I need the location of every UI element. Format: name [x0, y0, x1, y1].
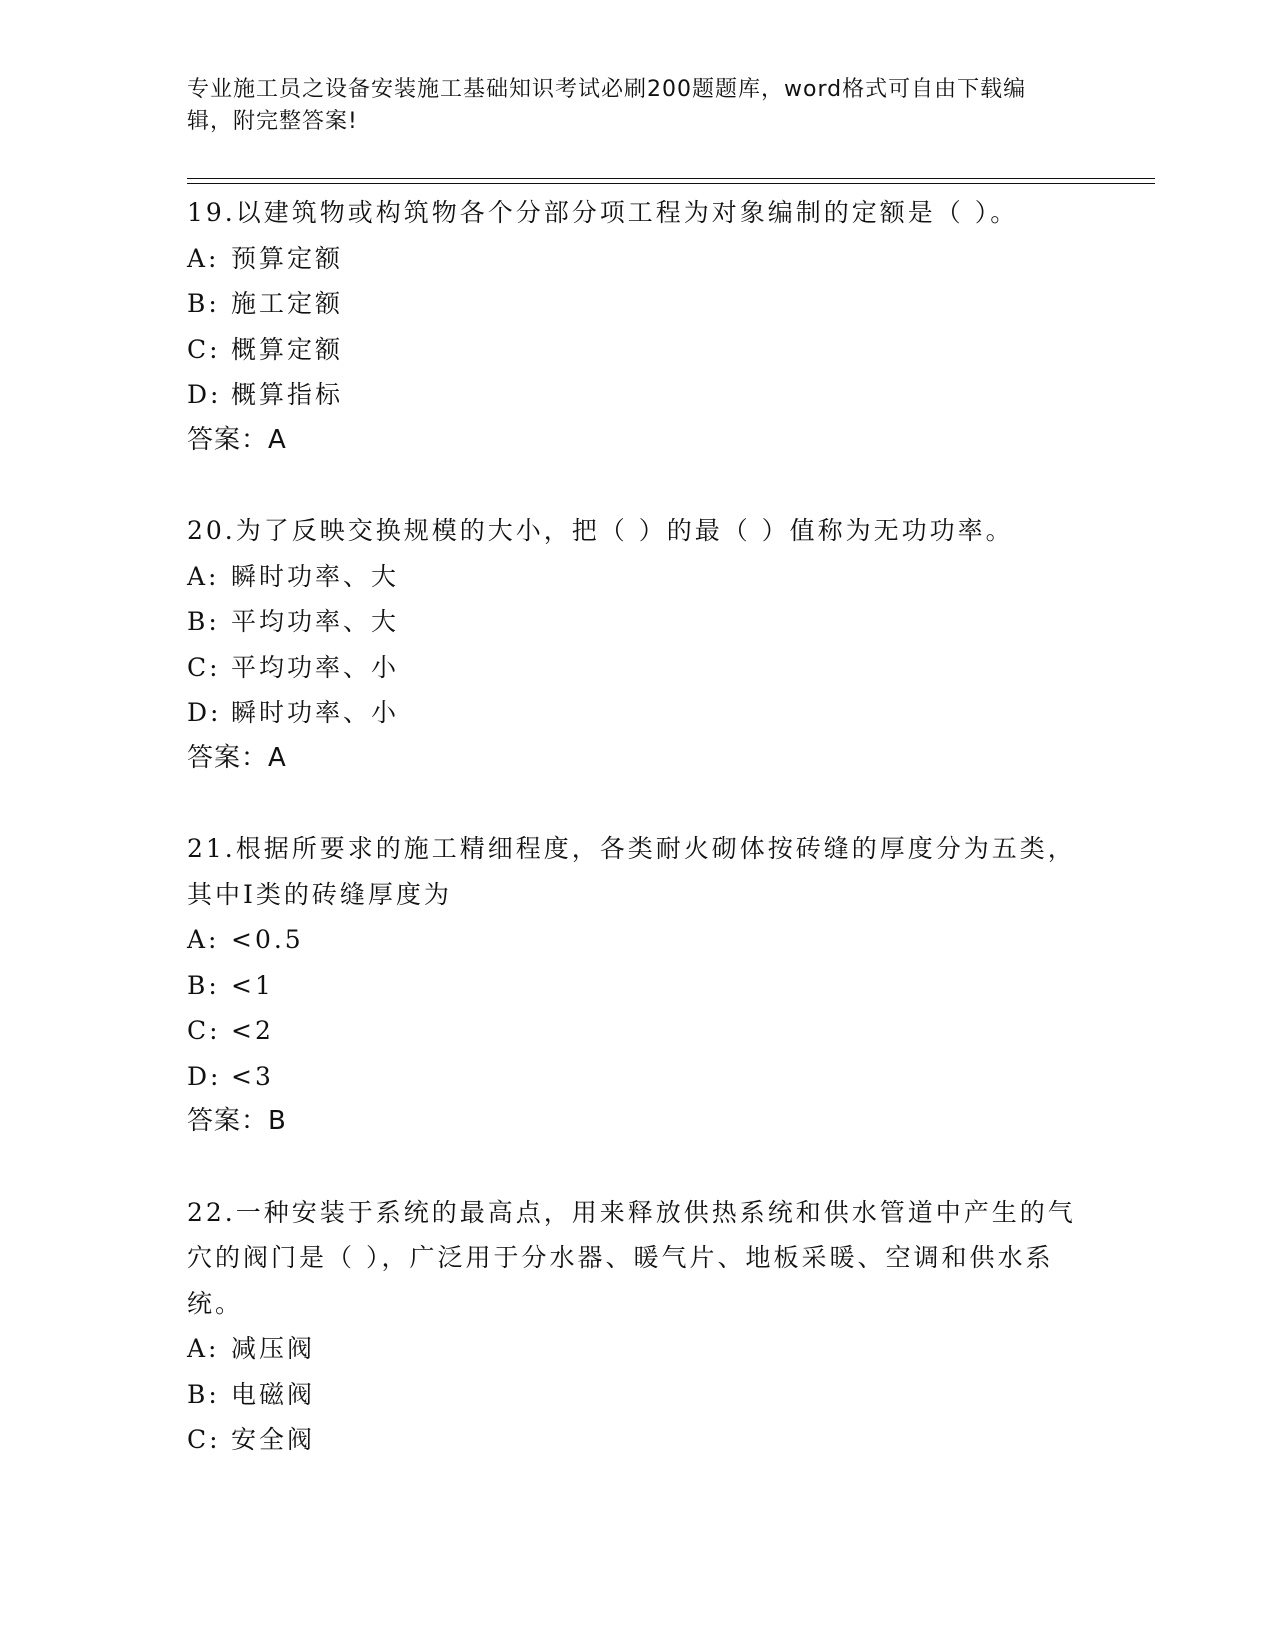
option-b [187, 599, 1087, 645]
option-text: <3 [231, 1061, 274, 1091]
option-letter: C: [187, 1016, 221, 1045]
option-text: 概算定额 [231, 334, 344, 364]
question-21 [187, 826, 1087, 1145]
question-stem: 21.根据所要求的施工精细程度，各类耐火砌体按砖缝的厚度分为五类，其中Ⅰ类的砖缝厚度为 [187, 834, 1076, 909]
answer-line: 答案：B [187, 1106, 287, 1136]
option-a [187, 1326, 1087, 1372]
option-a [187, 554, 1087, 600]
option-letter: D: [187, 698, 222, 727]
option-letter: A: [187, 243, 220, 273]
option-d [187, 690, 1087, 736]
option-letter: B: [187, 1379, 220, 1409]
option-letter: C: [187, 652, 221, 682]
question-stem: 22.一种安装于系统的最高点，用来释放供热系统和供水管道中产生的气穴的阀门是（ ），广泛用于分水器、暖气片、地板采暖、空调和供水系统。 [187, 1197, 1076, 1318]
header-divider-bottom [187, 183, 1155, 184]
option-text: <1 [231, 970, 274, 1000]
option-letter: A: [187, 561, 220, 591]
option-text: 平均功率、小 [231, 652, 400, 682]
option-a [187, 236, 1087, 282]
option-text: 瞬时功率、小 [231, 698, 400, 727]
option-letter: C: [187, 334, 221, 364]
option-d [187, 372, 1087, 418]
question-20 [187, 508, 1087, 781]
question-22 [187, 1190, 1087, 1463]
option-letter: B: [187, 289, 220, 318]
option-text: 电磁阀 [231, 1379, 316, 1409]
option-c [187, 645, 1087, 691]
option-text: 概算指标 [231, 380, 344, 409]
option-letter: A: [187, 925, 220, 954]
question-19 [187, 190, 1087, 463]
option-letter: A: [187, 1334, 220, 1363]
option-text: 平均功率、大 [231, 607, 400, 636]
option-text: <0.5 [231, 925, 304, 954]
option-letter: B: [187, 970, 220, 1000]
option-b [187, 1372, 1087, 1418]
answer-line: 答案：A [187, 424, 287, 455]
option-c [187, 1008, 1087, 1054]
question-stem: 20.为了反映交换规模的大小，把（ ）的最（ ）值称为无功功率。 [187, 516, 1014, 545]
document-header: 专业施工员之设备安装施工基础知识考试必刷200题题库，word格式可自由下载编辑，附完整答案! [187, 77, 1027, 134]
option-letter: D: [187, 380, 222, 409]
option-text: 安全阀 [231, 1425, 316, 1454]
option-text: 预算定额 [231, 243, 344, 273]
option-letter: C: [187, 1425, 221, 1454]
option-text: 减压阀 [231, 1334, 316, 1363]
option-letter: B: [187, 607, 220, 636]
option-d [187, 1054, 1087, 1100]
option-b [187, 281, 1087, 327]
option-text: 瞬时功率、大 [231, 561, 400, 591]
option-b [187, 963, 1087, 1009]
option-c [187, 327, 1087, 373]
question-stem: 19.以建筑物或构筑物各个分部分项工程为对象编制的定额是（ ）。 [187, 198, 1019, 227]
option-letter: D: [187, 1061, 222, 1091]
answer-line: 答案：A [187, 742, 287, 773]
question-list [187, 190, 1087, 1463]
option-c [187, 1417, 1087, 1463]
option-a [187, 917, 1087, 963]
option-text: 施工定额 [231, 289, 344, 318]
header-divider-top [187, 178, 1155, 179]
option-text: <2 [231, 1016, 274, 1045]
